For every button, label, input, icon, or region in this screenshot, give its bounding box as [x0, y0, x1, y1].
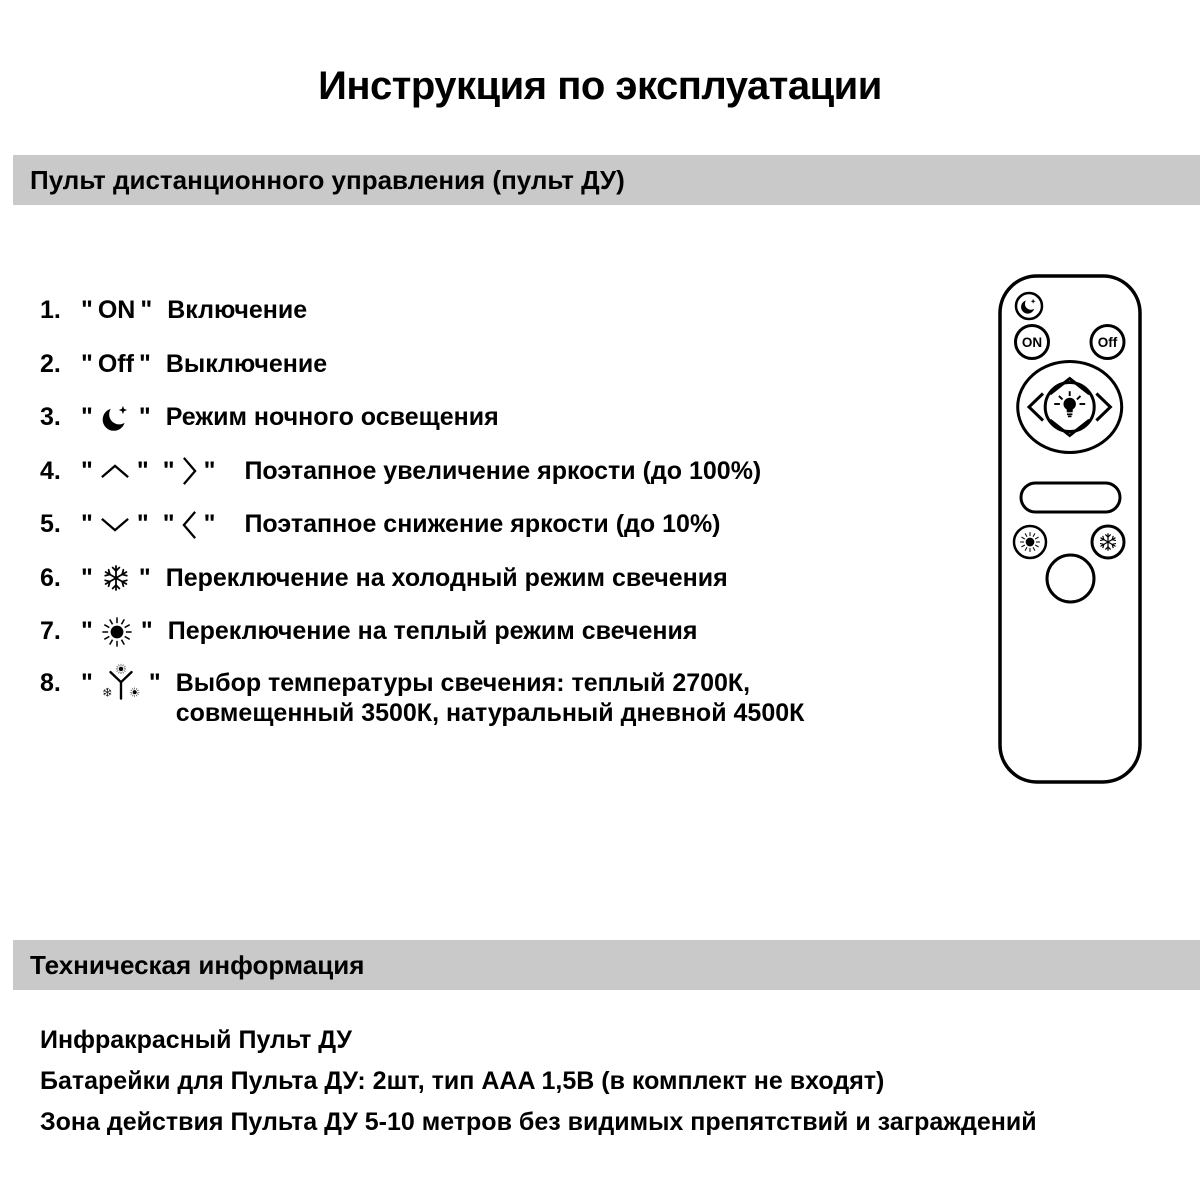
item-number: 4. [40, 456, 61, 485]
button-label: Off [97, 349, 134, 378]
item-number: 5. [40, 510, 61, 539]
quote-mark: " [81, 403, 93, 432]
angle-left-icon [182, 510, 197, 540]
snowflake-icon [100, 562, 132, 594]
cold-mode-button [1092, 526, 1124, 558]
on-button-label: ON [1021, 335, 1043, 350]
quote-mark: " [136, 510, 149, 539]
instruction-list [40, 284, 920, 728]
description-line-1: Выбор температуры свечения: теплый 2700К, [175, 668, 751, 697]
quote-mark: " [138, 349, 151, 378]
item-description: Поэтапное увеличение яркости (до 100%) [244, 456, 762, 485]
item-description: Переключение на холодный режим свечения [165, 563, 728, 592]
quote-mark: " [81, 510, 93, 539]
crescent-moon-icon [100, 402, 132, 434]
quote-mark: " [140, 617, 153, 646]
item-description [176, 668, 805, 728]
brightness-pad [1018, 362, 1122, 453]
chevron-down-icon [100, 517, 130, 532]
warm-mode-button [1014, 526, 1046, 558]
quote-mark: " [81, 617, 93, 646]
scene-button [1021, 483, 1120, 512]
tech-line: Батарейки для Пульта ДУ: 2шт, тип AAA 1,5В (в комплект не входят) [40, 1067, 885, 1095]
list-item [40, 391, 920, 445]
quote-mark: " [203, 510, 216, 539]
chevron-up-icon [100, 464, 130, 479]
section-header-tech: Техническая информация [13, 940, 1200, 990]
item-number: 1. [40, 296, 61, 325]
list-item [40, 668, 920, 728]
page-title: Инструкция по эксплуатации [318, 64, 882, 108]
remote-illustration [997, 273, 1143, 785]
warm-sun-icon [100, 615, 134, 649]
item-description: Режим ночного освещения [165, 403, 499, 432]
item-description: Поэтапное снижение яркости (до 10%) [244, 510, 721, 539]
item-number: 2. [40, 349, 61, 378]
tech-line: Зона действия Пульта ДУ 5-10 метров без видимых препятствий и заграждений [40, 1108, 1037, 1136]
night-mode-button [1016, 293, 1042, 319]
technical-info [40, 1026, 1037, 1149]
tech-line: Инфракрасный Пульт ДУ [40, 1026, 352, 1054]
quote-mark: " [138, 563, 151, 592]
quote-mark: " [162, 456, 175, 485]
button-label: ON [97, 296, 136, 325]
on-button [1016, 326, 1049, 359]
color-temperature-select-icon [100, 663, 142, 705]
quote-mark: " [203, 456, 216, 485]
off-button-label: Off [1097, 335, 1118, 350]
list-item [40, 338, 920, 392]
angle-right-icon [182, 456, 197, 486]
list-item [40, 552, 920, 606]
quote-mark: " [148, 668, 161, 697]
quote-mark: " [136, 456, 149, 485]
section-header-remote: Пульт дистанционного управления (пульт ДУ) [13, 155, 1200, 205]
quote-mark: " [81, 456, 93, 485]
item-description: Выключение [165, 349, 328, 378]
quote-mark: " [81, 563, 93, 592]
list-item [40, 284, 920, 338]
item-number: 6. [40, 563, 61, 592]
quote-mark: " [138, 403, 151, 432]
quote-mark: " [140, 296, 153, 325]
list-item [40, 605, 920, 659]
item-number: 8. [40, 668, 61, 697]
round-button [1047, 555, 1094, 602]
quote-mark: " [162, 510, 175, 539]
quote-mark: " [81, 668, 93, 697]
item-number: 7. [40, 617, 61, 646]
description-line-2: совмещенный 3500К, натуральный дневной 4500К [175, 698, 805, 727]
item-description: Переключение на теплый режим свечения [167, 617, 698, 646]
list-item [40, 498, 920, 552]
off-button [1091, 326, 1124, 359]
list-item [40, 445, 920, 499]
quote-mark: " [81, 349, 93, 378]
quote-mark: " [81, 296, 93, 325]
item-number: 3. [40, 403, 61, 432]
item-description: Включение [167, 296, 308, 325]
